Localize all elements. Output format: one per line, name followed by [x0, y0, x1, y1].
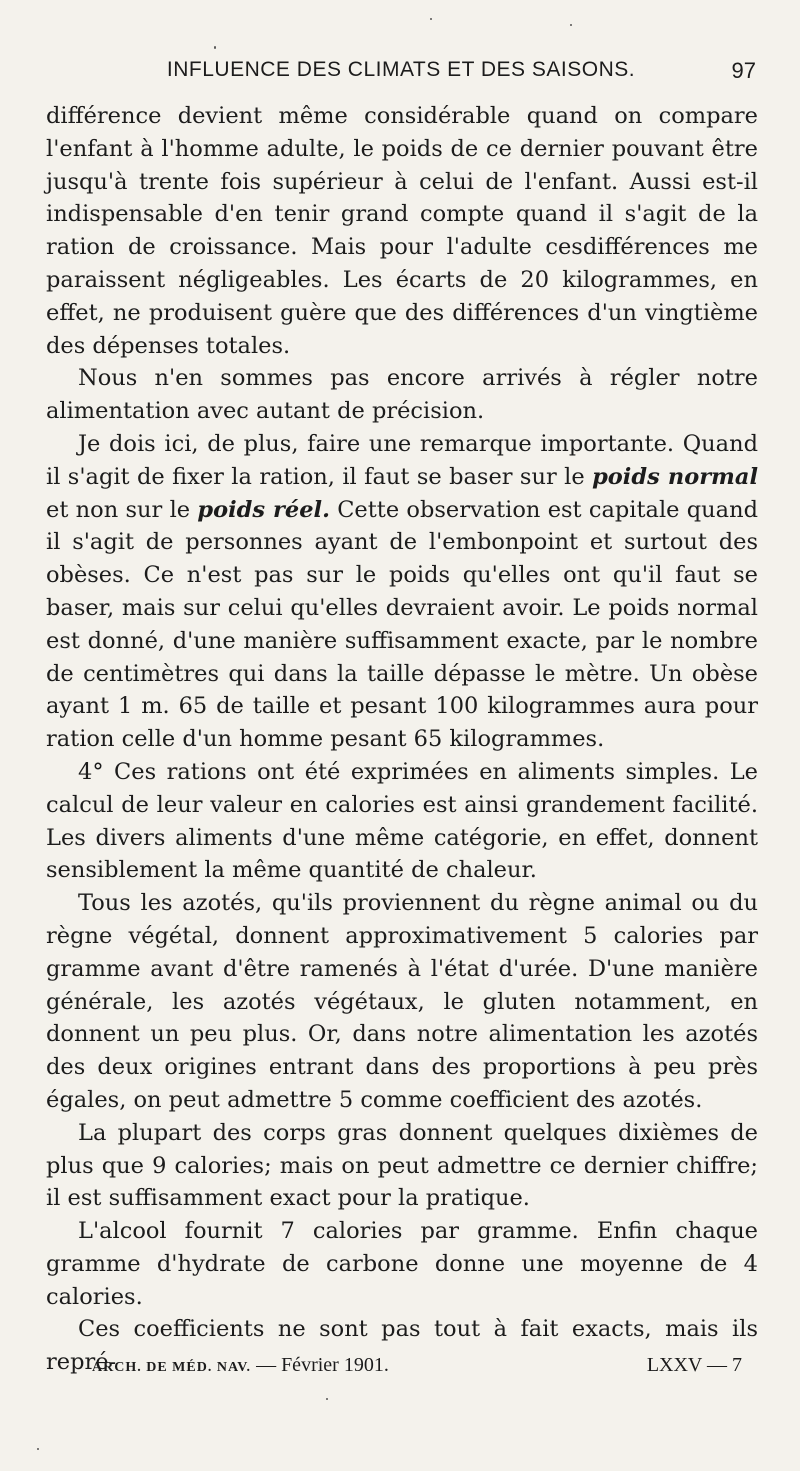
paragraph-text: 4° Ces rations ont été exprimées en aliments simples. Le calcul de leur valeur en calories est ainsi grandement facilité. Les divers aliments d'une même catégorie, en effet, donnent sensiblement la même quantité de chaleur.: [46, 758, 758, 884]
paragraph-text: L'alcool fournit 7 calories par gramme. Enfin chaque gramme d'hydrate de carbone donne une moyenne de 4 calories.: [46, 1218, 758, 1310]
page-number: 97: [731, 58, 756, 83]
paragraph: [46, 756, 758, 887]
scan-speck: [430, 18, 432, 20]
paragraph: [46, 100, 758, 362]
paragraph-text: Tous les azotés, qu'ils proviennent du règne animal ou du règne végétal, donnent approximativement 5 calories par gramme avant d'être ramenés à l'état d'urée. D'une manière générale, les azotés végétaux, le gluten notamment, en donnent un peu plus. Or, dans notre alimentation les azotés des deux origines entrant dans des proportions à peu près égales, on peut admettre 5 comme coefficient des azotés.: [46, 890, 758, 1113]
paragraph: [46, 1117, 758, 1215]
page-header: [46, 58, 756, 92]
footer-journal-reference: [92, 1354, 389, 1377]
paragraph: [46, 428, 758, 756]
paragraph-text: et non sur le: [46, 496, 198, 523]
journal-abbreviation: ARCH. DE MÉD. NAV.: [92, 1360, 252, 1375]
paragraph-text: différence devient même considérable quand on compare l'enfant à l'homme adulte, le poids de ce dernier pouvant être jusqu'à trente fois supérieur à celui de l'enfant. Aussi est-il indispensable d'en tenir grand compte quand il s'agit de la ration de croissance. Mais pour l'adulte cesdifférences me paraissent négligeables. Les écarts de 20 kilogrammes, en effet, ne produisent guère que des différences d'un vingtième des dépenses totales.: [46, 103, 758, 359]
body-text: [46, 100, 758, 1379]
scan-speck: [570, 24, 572, 26]
paragraph: [46, 887, 758, 1117]
paragraph-text: Je dois ici, de plus, faire une remarque importante. Quand il s'agit de fixer la ration, il faut se baser sur le: [46, 430, 758, 490]
emphasized-text: poids normal: [592, 463, 758, 490]
scan-speck: [326, 1398, 328, 1400]
scan-speck: [37, 1448, 39, 1450]
page-footer: [46, 1354, 756, 1384]
scan-speck: [214, 46, 216, 49]
paragraph: [46, 1215, 758, 1313]
paragraph-text: La plupart des corps gras donnent quelques dixièmes de plus que 9 calories; mais on peut admettre ce dernier chiffre; il est suffisamment exact pour la pratique.: [46, 1119, 758, 1212]
paragraph-text: Nous n'en sommes pas encore arrivés à régler notre alimentation avec autant de précision.: [46, 365, 758, 425]
paragraph-text: Cette observation est capitale quand il s'agit de personnes ayant de l'embonpoint et surtout des obèses. Ce n'est pas sur le poids qu'elles ont qu'il faut se baser, mais sur celui qu'elles devraient avoir. Le poids normal est donné, d'une manière suffisamment exacte, par le nombre de centimètres qui dans la taille dépasse le mètre. Un obèse ayant 1 m. 65 de taille et pesant 100 kilogrammes aura pour ration celle d'un homme pesant 65 kilogrammes.: [46, 496, 758, 753]
printer-signature: LXXV — 7: [646, 1354, 742, 1376]
paragraph: [46, 362, 758, 428]
issue-date: — Février 1901.: [256, 1354, 389, 1376]
running-title: INFLUENCE DES CLIMATS ET DES SAISONS.: [166, 58, 636, 81]
paragraph-text: Ces coefficients ne sont pas tout à fait exacts, mais ils repré-: [46, 1316, 758, 1376]
emphasized-text: poids réel.: [197, 496, 330, 523]
